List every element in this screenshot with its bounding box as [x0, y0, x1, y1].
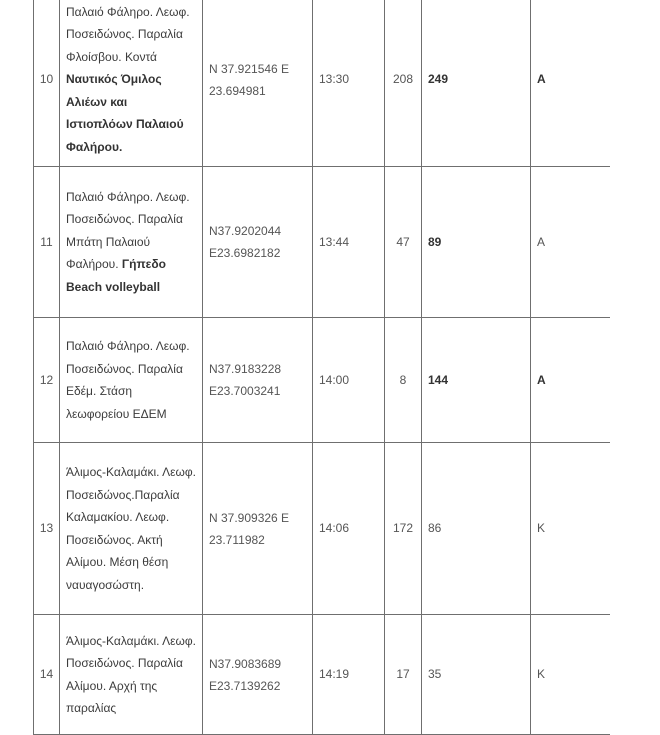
value2-cell: 249 — [422, 0, 531, 167]
coordinates-cell: N 37.921546 E 23.694981 — [203, 0, 313, 167]
location-cell — [60, 443, 203, 615]
category-cell: Α — [531, 318, 610, 443]
location-cell — [60, 0, 203, 167]
table-row — [34, 0, 610, 167]
coordinates-cell: N37.9083689 E23.7139262 — [203, 615, 313, 735]
location-cell — [60, 167, 203, 318]
time-cell: 14:06 — [313, 443, 385, 615]
value2-cell: 89 — [422, 167, 531, 318]
location-text: Άλιμος-Καλαμάκι. Λεωφ. Ποσειδώνος.Παραλία Καλαμακίου. Λεωφ. Ποσειδώνος. Ακτή Αλίμου. Μέση θέση ναυαγοσώστη. — [66, 465, 196, 592]
time-cell: 13:44 — [313, 167, 385, 318]
category-cell: Κ — [531, 615, 610, 735]
location-text: Παλαιό Φάληρο. Λεωφ. Ποσειδώνος. Παραλία Φλοίσβου. Κοντά — [66, 4, 190, 64]
time-cell: 14:19 — [313, 615, 385, 735]
value1-cell: 172 — [385, 443, 422, 615]
location-text: Παλαιό Φάληρο. Λεωφ. Ποσειδώνος. Παραλία Εδέμ. Στάση λεωφορείου ΕΔΕΜ — [66, 339, 190, 421]
beach-sampling-table — [33, 0, 610, 735]
value2-cell: 86 — [422, 443, 531, 615]
table-row — [34, 318, 610, 443]
table-row — [34, 167, 610, 318]
row-number: 10 — [34, 0, 60, 167]
category-cell: Α — [531, 0, 610, 167]
row-number: 13 — [34, 443, 60, 615]
value2-cell: 35 — [422, 615, 531, 735]
location-text: Παλαιό Φάληρο. Λεωφ. Ποσειδώνος. Παραλία Μπάτη Παλαιού Φαλήρου. — [66, 189, 190, 272]
row-number: 14 — [34, 615, 60, 735]
value1-cell: 208 — [385, 0, 422, 167]
table-row — [34, 443, 610, 615]
value1-cell: 8 — [385, 318, 422, 443]
location-text: Άλιμος-Καλαμάκι. Λεωφ. Ποσειδώνος. Παραλία Αλίμου. Αρχή της παραλίας — [66, 633, 196, 715]
value2-cell: 144 — [422, 318, 531, 443]
location-landmark: Γήπεδο Beach volleyball — [66, 257, 166, 294]
category-cell: Α — [531, 167, 610, 318]
row-number: 12 — [34, 318, 60, 443]
category-cell: Κ — [531, 443, 610, 615]
time-cell: 14:00 — [313, 318, 385, 443]
row-number: 11 — [34, 167, 60, 318]
time-cell: 13:30 — [313, 0, 385, 167]
location-cell — [60, 318, 203, 443]
coordinates-cell: N37.9202044 E23.6982182 — [203, 167, 313, 318]
location-landmark: Ναυτικός Όμιλος Αλιέων και Ιστιοπλόων Παλαιού Φαλήρου. — [66, 72, 184, 154]
value1-cell: 47 — [385, 167, 422, 318]
coordinates-cell: N37.9183228 E23.7003241 — [203, 318, 313, 443]
coordinates-cell: N 37.909326 E 23.711982 — [203, 443, 313, 615]
value1-cell: 17 — [385, 615, 422, 735]
